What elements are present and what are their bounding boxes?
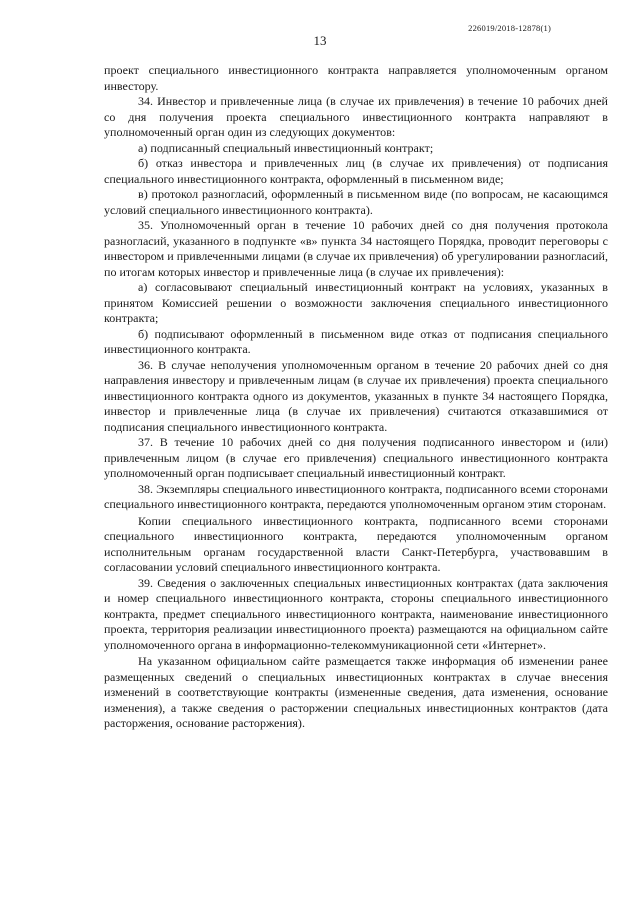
- document-id: 226019/2018-12878(1): [468, 23, 551, 33]
- paragraph-34-v: в) протокол разногласий, оформленный в письменном виде (по вопросам, не касающимся условий специального инвестиционного контракта).: [104, 187, 608, 217]
- paragraph-37: 37. В течение 10 рабочих дней со дня получения подписанного инвестором и (или) привлеченным лицом (в случае его привлечения) специального инвестиционного контракта уполномоченный орган подписывает специальный инвестиционный контракт.: [104, 435, 608, 480]
- document-body: [104, 63, 608, 732]
- paragraph-35: 35. Уполномоченный орган в течение 10 рабочих дней со дня получения протокола разногласий, указанного в подпункте «в» пункта 34 настоящего Порядка, проводит переговоры с инвестором и привлеченными лицами (в случае их привлечения) об урегулировании разногласий, по итогам которых инвестор и привлеченные лица (в случае их привлечения):: [104, 218, 608, 279]
- paragraph-39-changes: На указанном официальном сайте размещается также информация об изменении ранее размещенных сведений о специальных инвестиционных контрактах в случае внесения изменений в соответствующие контракты (измененные сведения, дата изменения, основание изменения), а также сведения о расторжении специальных инвестиционных контрактов (дата расторжения, основание расторжения).: [104, 654, 608, 730]
- page-number: 13: [313, 33, 327, 48]
- paragraph-36: 36. В случае неполучения уполномоченным органом в течение 20 рабочих дней со дня направления инвестору и привлеченным лицам (в случае их привлечения) проекта специального инвестиционного контракта одного из документов, указанных в пункте 34 настоящего Порядка, инвестор и привлеченные лица (в случае их привлечения) считаются отказавшимися от подписания специального инвестиционного контракта.: [104, 357, 608, 434]
- paragraph-35-a: а) согласовывают специальный инвестиционный контракт на условиях, указанных в принятом Комиссией решении о возможности заключения специального инвестиционного контракта;: [104, 280, 608, 325]
- paragraph-34-a: а) подписанный специальный инвестиционный контракт;: [138, 140, 434, 155]
- paragraph-38: 38. Экземпляры специального инвестиционного контракта, подписанного всеми сторонами специального инвестиционного контракта, передаются уполномоченным органом этим сторонам.: [104, 481, 608, 511]
- paragraph-continuation: проект специального инвестиционного контракта направляется уполномоченным органом инвестору.: [104, 63, 608, 93]
- paragraph-34-b: б) отказ инвестора и привлеченных лиц (в случае их привлечения) от подписания специального инвестиционного контракта, оформленный в письменном виде;: [104, 156, 608, 186]
- paragraph-34: 34. Инвестор и привлеченные лица (в случае их привлечения) в течение 10 рабочих дней со дня получения проекта специального инвестиционного контракта направляют в уполномоченный орган один из следующих документов:: [104, 94, 608, 139]
- paragraph-35-b: б) подписывают оформленный в письменном виде отказ от подписания специального инвестиционного контракта.: [104, 326, 608, 356]
- paragraph-38-copies: Копии специального инвестиционного контракта, подписанного всеми сторонами специального инвестиционного контракта, передаются уполномоченным органом исполнительным органам государственной власти Санкт-Петербурга, участвовавшим в согласовании условий специального инвестиционного контракта.: [104, 513, 608, 574]
- paragraph-39: 39. Сведения о заключенных специальных инвестиционных контрактах (дата заключения и номер специального инвестиционного контракта, стороны специального инвестиционного контракта, предмет специального инвестиционного контракта, наименование инвестиционного проекта, территория реализации инвестиционного проекта) размещаются на официальном сайте уполномоченного органа в информационно-телекоммуникационной сети «Интернет».: [104, 575, 608, 652]
